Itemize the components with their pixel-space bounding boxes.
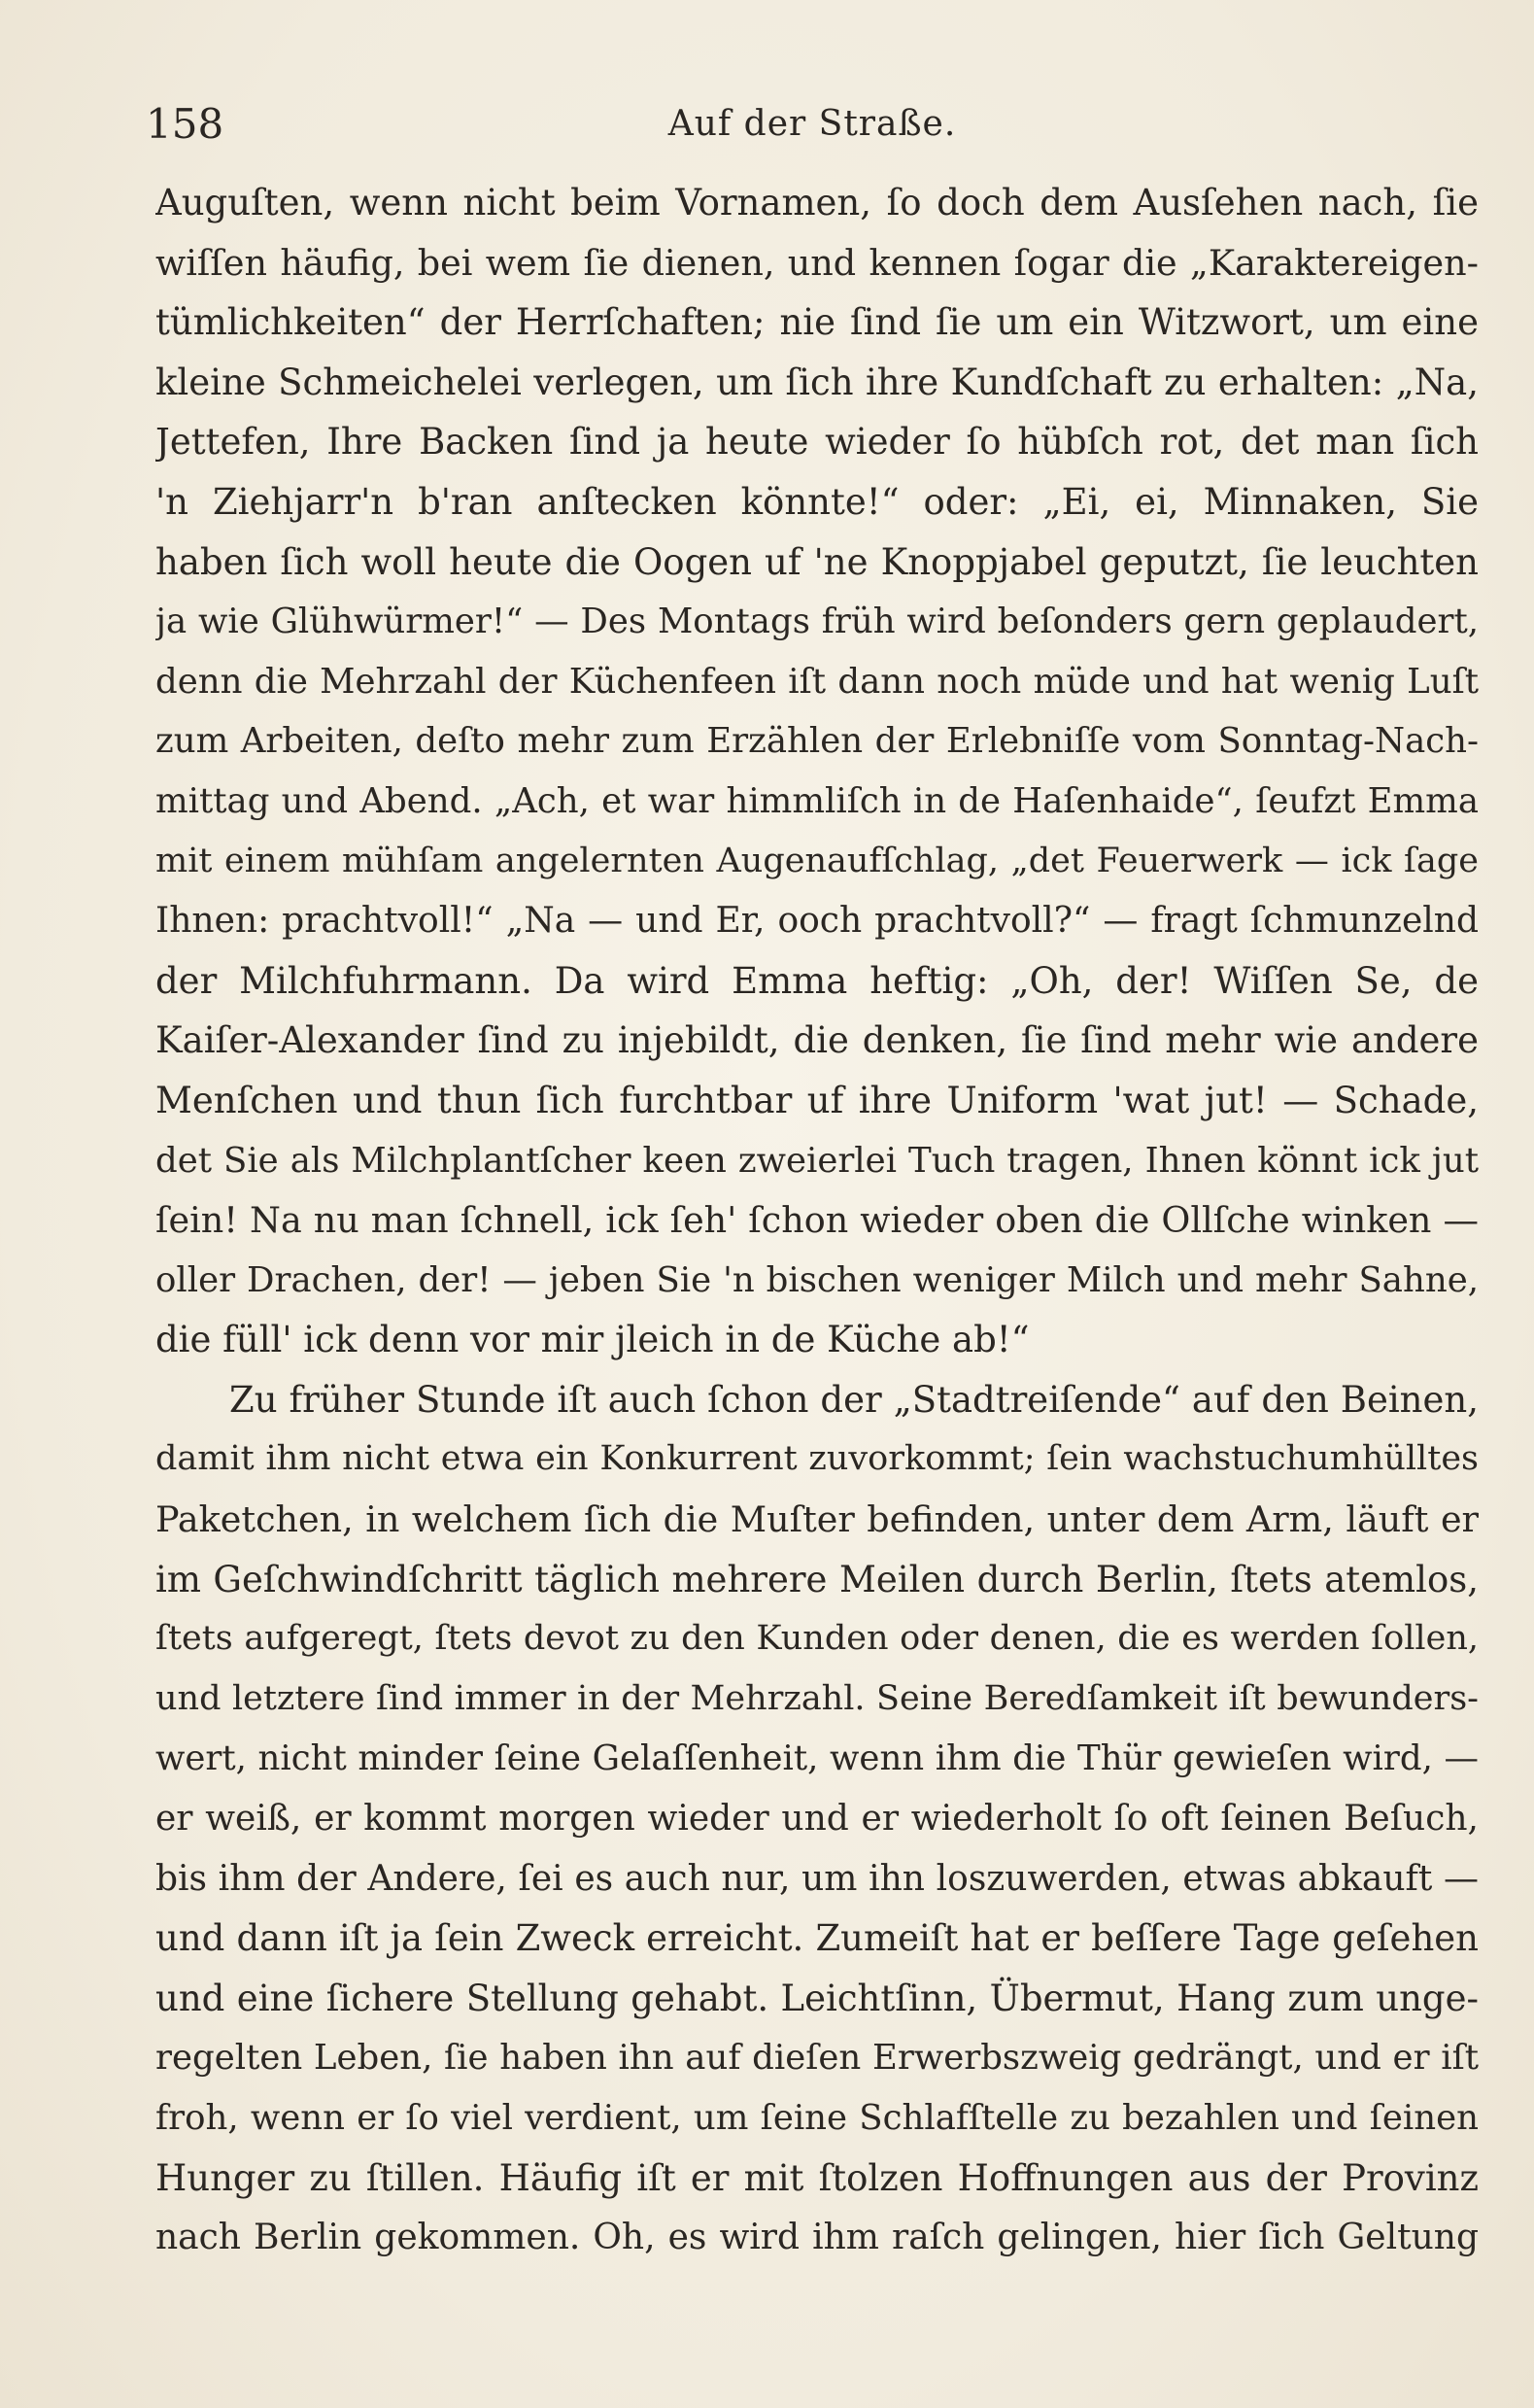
text-line: haben ſich woll heute die Oogen uf 'ne Knoppjabel geputzt, ſie leuchten	[155, 540, 1479, 583]
page-number: 158	[146, 100, 224, 148]
text-line: tümlichkeiten“ der Herrſchaften; nie ſind ſie um ein Witzwort, um eine	[155, 301, 1479, 344]
page-header	[146, 95, 1479, 154]
text-line: Kaiſer-Alexander ſind zu injebildt, die denken, ſie ſind mehr wie andere	[155, 1019, 1479, 1062]
text-line: ja wie Glühwürmer!“ — Des Montags früh wird beſonders gern geplaudert,	[155, 602, 1479, 642]
text-line: bis ihm der Andere, ſei es auch nur, um ihn loszuwerden, etwas abkauft —	[155, 1858, 1479, 1899]
text-line: kleine Schmeichelei verlegen, um ſich ihre Kundſchaft zu erhalten: „Na,	[155, 361, 1479, 403]
text-line: Paketchen, in welchem ſich die Muſter befinden, unter dem Arm, läuft er	[155, 1498, 1479, 1541]
text-line: der Milchfuhrmann. Da wird Emma heftig: „Oh, der! Wiſſen Se, de	[155, 959, 1479, 1002]
text-line: mittag und Abend. „Ach, et war himmliſch in de Haſenhaide“, ſeufzt Emma	[155, 780, 1479, 821]
text-line: 'n Ziehjarr'n b'ran anſtecken könnte!“ oder: „Ei, ei, Minnaken, Sie	[155, 480, 1479, 523]
text-line: wiſſen häufig, bei wem ſie dienen, und kennen ſogar die „Karaktereigen-	[155, 241, 1479, 284]
text-line: nach Berlin gekommen. Oh, es wird ihm raſch gelingen, hier ſich Geltung	[155, 2218, 1479, 2258]
text-line: und letztere ſind immer in der Mehrzahl. Seine Beredſamkeit iſt bewunders-	[155, 1678, 1479, 1718]
text-line: Jettefen, Ihre Backen ſind ja heute wieder ſo hübſch rot, det man ſich	[155, 421, 1479, 464]
body-text	[155, 173, 1479, 2268]
text-line: zum Arbeiten, deſto mehr zum Erzählen der Erlebniſſe vom Sonntag-Nach-	[155, 721, 1479, 762]
text-line: und eine ſichere Stellung gehabt. Leichtſinn, Übermut, Hang zum unge-	[155, 1977, 1479, 2019]
text-line: und dann iſt ja ſein Zweck erreicht. Zumeiſt hat er beſſere Tage geſehen	[155, 1917, 1479, 1960]
text-line: ſtets aufgeregt, ſtets devot zu den Kunden oder denen, die es werden ſollen,	[155, 1619, 1479, 1659]
text-line: ſein! Na nu man ſchnell, ick ſeh' ſchon wieder oben die Ollſche winken —	[155, 1199, 1479, 1242]
text-line: wert, nicht minder ſeine Gelaſſenheit, wenn ihm die Thür gewieſen wird, —	[155, 1738, 1479, 1779]
text-line: oller Drachen, der! — jeben Sie 'n bischen weniger Milch und mehr Sahne,	[155, 1259, 1479, 1300]
running-head: Auf der Straße.	[667, 104, 957, 144]
text-line: Ihnen: prachtvoll!“ „Na — und Er, ooch prachtvoll?“ — fragt ſchmunzelnd	[155, 901, 1479, 942]
text-line: die füll' ick denn vor mir jleich in de Küche ab!“	[155, 1319, 1030, 1361]
text-line: det Sie als Milchplantſcher keen zweierlei Tuch tragen, Ihnen könnt ick jut	[155, 1140, 1479, 1181]
text-line: er weiß, er kommt morgen wieder und er wiederholt ſo oft ſeinen Beſuch,	[155, 1799, 1479, 1840]
text-line: denn die Mehrzahl der Küchenfeen iſt dann noch müde und hat wenig Luſt	[155, 661, 1479, 702]
text-line: Hunger zu ſtillen. Häufig iſt er mit ſtolzen Hoffnungen aus der Provinz	[155, 2156, 1479, 2199]
text-line: Auguſten, wenn nicht beim Vornamen, ſo doch dem Ausſehen nach, ſie	[155, 182, 1479, 224]
text-line: Zu früher Stunde iſt auch ſchon der „Stadtreiſende“ auf den Beinen,	[229, 1378, 1479, 1421]
text-line: damit ihm nicht etwa ein Konkurrent zuvorkommt; ſein wachstuchumhülltes	[155, 1439, 1479, 1479]
text-line: im Geſchwindſchritt täglich mehrere Meilen durch Berlin, ſtets atemlos,	[155, 1558, 1479, 1600]
text-line: regelten Leben, ſie haben ihn auf dieſen Erwerbszweig gedrängt, und er iſt	[155, 2038, 1479, 2079]
text-line: mit einem mühſam angelernten Augenaufſchlag, „det Feuerwerk — ick ſage	[155, 841, 1479, 880]
text-line: froh, wenn er ſo viel verdient, um ſeine Schlafſtelle zu bezahlen und ſeinen	[155, 2098, 1479, 2138]
text-line: Menſchen und thun ſich furchtbar uf ihre Uniform 'wat jut! — Schade,	[155, 1079, 1479, 1121]
